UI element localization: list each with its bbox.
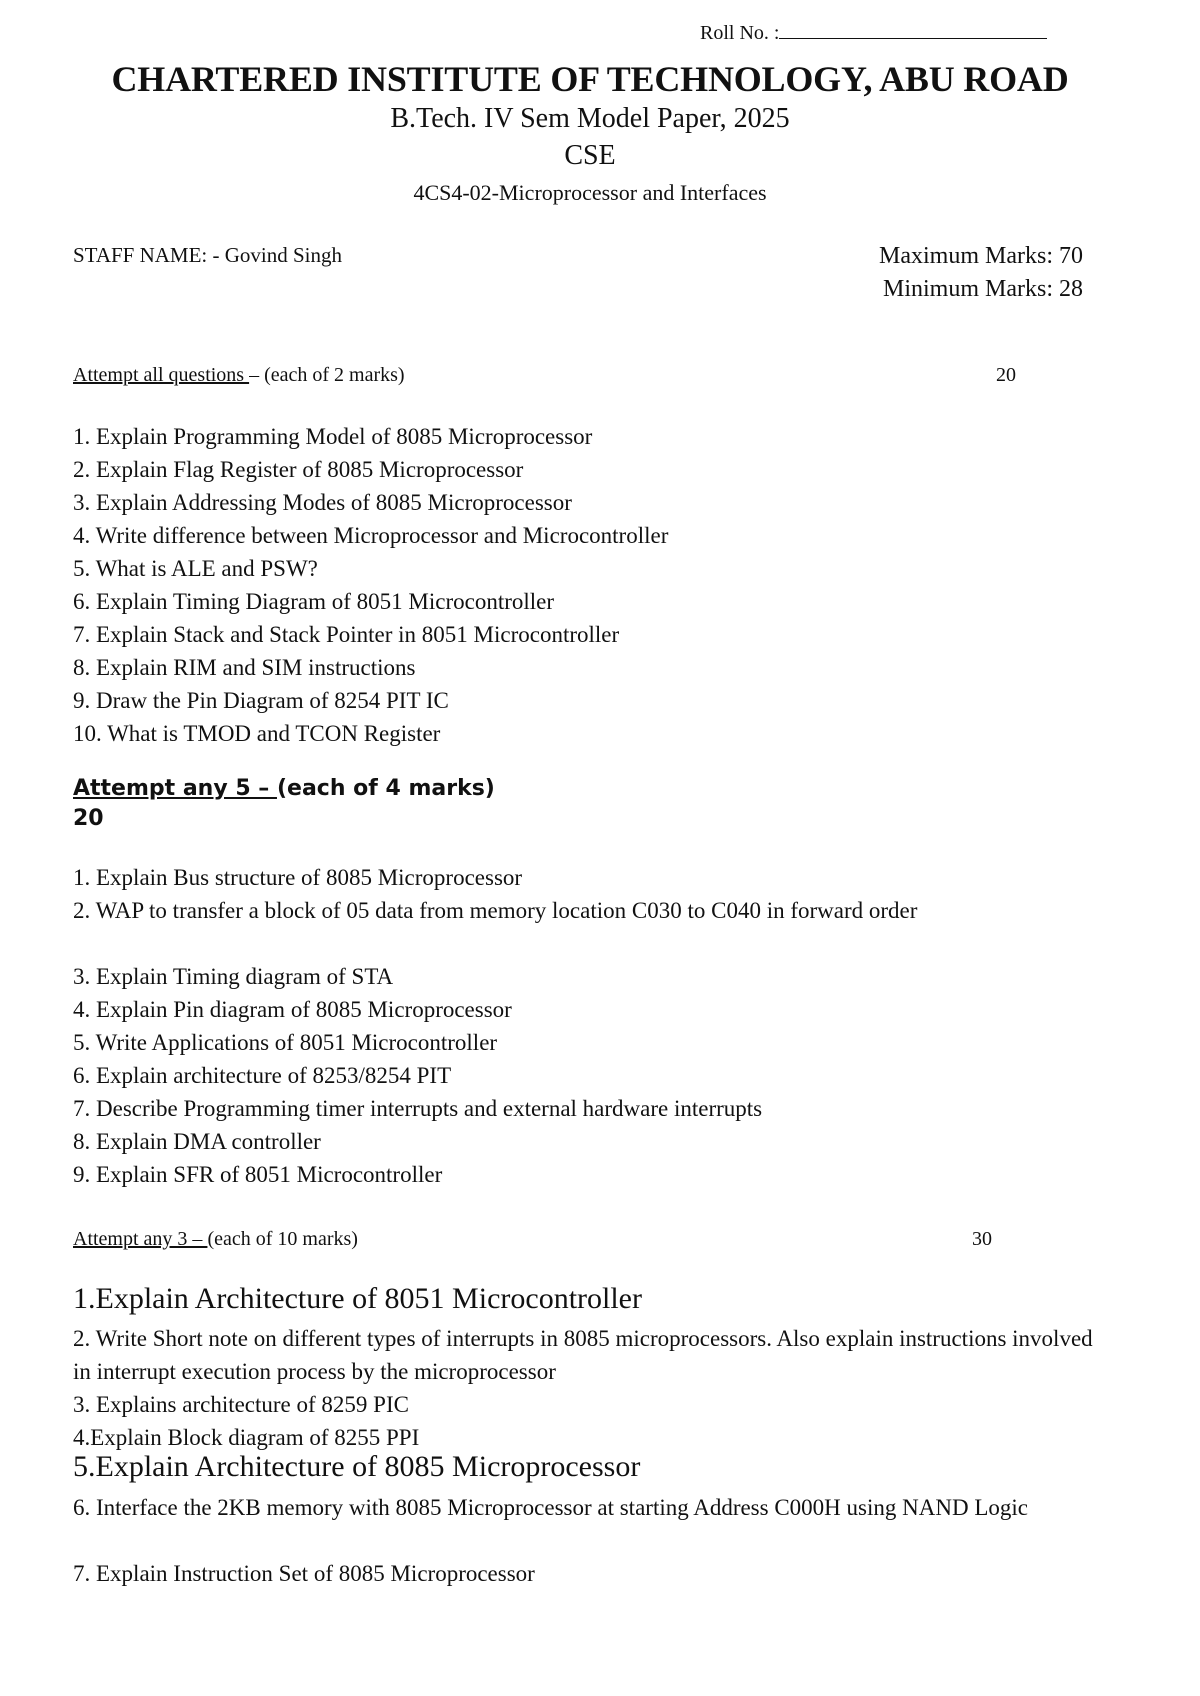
section-c-heading-main: Attempt any 3 – <box>73 1228 208 1250</box>
section-c-total: 30 <box>972 1228 992 1250</box>
section-a-question: 4. Write difference between Microprocessor and Microcontroller <box>73 523 669 548</box>
section-c-question: 6. Interface the 2KB memory with 8085 Microprocessor at starting Address C000H using NAND Logic <box>73 1495 1028 1520</box>
section-a-question: 6. Explain Timing Diagram of 8051 Microcontroller <box>73 589 555 614</box>
section-a-heading <box>73 364 1033 387</box>
branch-name: CSE <box>564 140 616 171</box>
section-c-question: 2. Write Short note on different types of interrupts in 8085 microprocessors. Also explain instructions involved in interrupt execution process by the microprocessor <box>73 1326 1093 1384</box>
section-b-heading-marks: (each of 4 marks) <box>276 776 495 801</box>
institute-name: CHARTERED INSTITUTE OF TECHNOLOGY, ABU ROAD <box>111 59 1069 99</box>
section-c-heading <box>73 1228 1033 1251</box>
section-a-question: 7. Explain Stack and Stack Pointer in 8051 Microcontroller <box>73 622 620 647</box>
minimum-marks: Minimum Marks: 28 <box>882 276 1083 302</box>
section-b-total: 20 <box>73 806 104 831</box>
section-a-question: 8. Explain RIM and SIM instructions <box>73 655 416 680</box>
roll-number-field <box>700 20 1047 45</box>
section-b-question: 6. Explain architecture of 8253/8254 PIT <box>73 1063 452 1088</box>
marks-block <box>879 240 1083 306</box>
exam-title: B.Tech. IV Sem Model Paper, 2025 <box>390 103 790 134</box>
section-c-question: 1.Explain Architecture of 8051 Microcontroller <box>73 1282 642 1315</box>
staff-name: STAFF NAME: - Govind Singh <box>73 243 343 267</box>
section-b-question: 7. Describe Programming timer interrupts and external hardware interrupts <box>73 1096 763 1121</box>
section-a-question: 1. Explain Programming Model of 8085 Microprocessor <box>73 424 593 449</box>
section-c-question: 7. Explain Instruction Set of 8085 Microprocessor <box>73 1561 535 1586</box>
section-a-total: 20 <box>996 364 1016 386</box>
section-c-question: 4.Explain Block diagram of 8255 PPI <box>73 1425 420 1450</box>
subject-name: 4CS4-02-Microprocessor and Interfaces <box>413 180 767 205</box>
section-a-question: 2. Explain Flag Register of 8085 Microprocessor <box>73 457 524 482</box>
section-a-question: 10. What is TMOD and TCON Register <box>73 721 441 746</box>
section-a-question: 3. Explain Addressing Modes of 8085 Microprocessor <box>73 490 572 515</box>
section-b-question: 8. Explain DMA controller <box>73 1129 321 1154</box>
section-a-heading-marks: – (each of 2 marks) <box>249 364 405 386</box>
section-c-heading-marks: (each of 10 marks) <box>207 1228 358 1250</box>
roll-number-blank <box>779 20 1047 39</box>
section-b-heading-main: Attempt any 5 – <box>73 776 277 801</box>
section-b-question: 1. Explain Bus structure of 8085 Microprocessor <box>73 865 523 890</box>
section-b-question: 4. Explain Pin diagram of 8085 Microprocessor <box>73 997 512 1022</box>
maximum-marks: Maximum Marks: 70 <box>879 243 1083 269</box>
section-a-heading-main: Attempt all questions <box>73 364 250 386</box>
section-b-question: 5. Write Applications of 8051 Microcontroller <box>73 1030 498 1055</box>
section-b-question: 9. Explain SFR of 8051 Microcontroller <box>73 1162 443 1187</box>
section-c-question: 3. Explains architecture of 8259 PIC <box>73 1392 409 1417</box>
section-b-question: 2. WAP to transfer a block of 05 data from memory location C030 to C040 in forward order <box>73 898 918 923</box>
section-a-question: 9. Draw the Pin Diagram of 8254 PIT IC <box>73 688 449 713</box>
section-b-heading <box>73 774 495 834</box>
section-a-question: 5. What is ALE and PSW? <box>73 556 318 581</box>
roll-number-label: Roll No. : <box>700 22 780 44</box>
section-b-question: 3. Explain Timing diagram of STA <box>73 964 394 989</box>
section-c-question: 5.Explain Architecture of 8085 Microprocessor <box>73 1450 641 1483</box>
